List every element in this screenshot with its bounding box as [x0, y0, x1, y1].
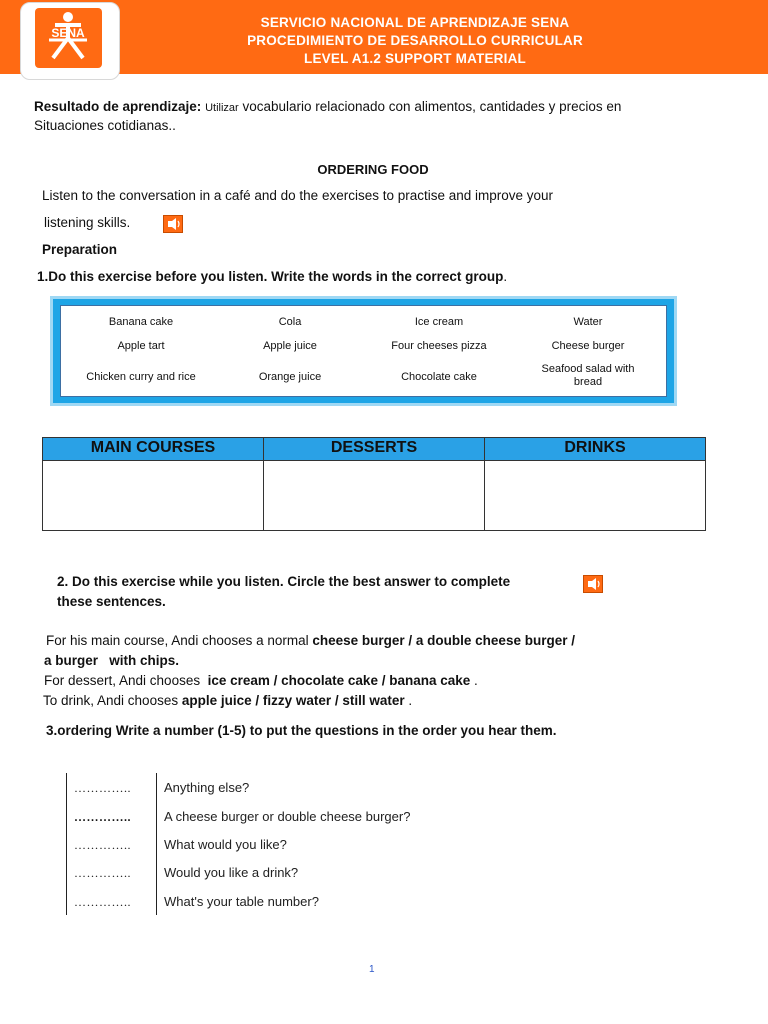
question-item: What would you like? — [164, 837, 287, 852]
sentence-3-options[interactable]: apple juice / fizzy water / still water — [181, 693, 405, 708]
main-courses-answer-cell[interactable] — [44, 461, 262, 529]
logo-text: SENA — [51, 26, 85, 40]
word-item: Four cheeses pizza — [391, 340, 487, 352]
exercise-2-line-1: 2. Do this exercise while you listen. Circle the best answer to complete — [57, 574, 511, 589]
answer-blank[interactable]: ………….. — [74, 838, 131, 852]
sentence-2-end: . — [470, 673, 478, 688]
column-header-desserts: DESSERTS — [330, 439, 418, 456]
sentence-3 — [43, 693, 412, 708]
sentence-3-end: . — [404, 693, 413, 708]
preparation-heading: Preparation — [42, 242, 118, 257]
learning-outcome — [34, 99, 744, 114]
word-item: Apple tart — [117, 340, 165, 352]
exercise-1-instruction — [37, 269, 507, 284]
desserts-answer-cell[interactable] — [265, 461, 483, 529]
column-header-main-courses: MAIN COURSES — [90, 439, 216, 456]
sentence-1-options[interactable]: cheese burger / a double cheese burger / — [312, 633, 575, 648]
header-title-3: LEVEL A1.2 SUPPORT MATERIAL — [304, 51, 526, 66]
audio-speaker-icon[interactable] — [163, 215, 183, 233]
answer-blank[interactable]: ………….. — [74, 781, 131, 795]
page-number: 1 — [369, 964, 375, 975]
answer-blank[interactable]: ………….. — [74, 895, 131, 909]
word-item: Water — [573, 316, 603, 328]
word-item: Banana cake — [108, 316, 174, 328]
sentence-3-text: To drink, Andi chooses — [43, 693, 182, 708]
exercise-3-instruction: 3.ordering Write a number (1-5) to put the questions in the order you hear them. — [46, 723, 557, 738]
exercise-1-text: 1.Do this exercise before you listen. Write the words in the correct group — [37, 269, 504, 284]
word-item: Apple juice — [263, 340, 317, 352]
sentence-2-options[interactable]: ice cream / chocolate cake / banana cake — [207, 673, 471, 688]
intro-line-2: listening skills. — [44, 215, 131, 230]
word-item: Seafood salad with bread — [541, 363, 635, 388]
header-title-1: SERVICIO NACIONAL DE APRENDIZAJE SENA — [260, 15, 570, 30]
word-item: Ice cream — [414, 316, 464, 328]
question-item: Would you like a drink? — [164, 865, 299, 880]
ordering-divider — [156, 773, 157, 915]
question-item: Anything else? — [164, 780, 250, 795]
learning-text: vocabulario relacionado con alimentos, cantidades y precios en — [242, 99, 622, 114]
answer-blank[interactable]: ………….. — [74, 866, 131, 880]
column-header-drinks: DRINKS — [564, 439, 626, 456]
answer-blank[interactable]: ………….. — [74, 810, 131, 824]
word-item: Chocolate cake — [401, 371, 477, 383]
exercise-1-period: . — [503, 269, 508, 284]
sentence-1-cont[interactable]: a burger with chips. — [44, 653, 180, 668]
learning-text-2: Situaciones cotidianas.. — [34, 118, 176, 133]
page-title: ORDERING FOOD — [317, 162, 429, 177]
question-item: What's your table number? — [164, 894, 319, 909]
drinks-answer-cell[interactable] — [486, 461, 704, 529]
word-item: Cheese burger — [551, 340, 625, 352]
exercise-2-line-2: these sentences. — [57, 594, 166, 609]
audio-speaker-icon[interactable] — [583, 575, 603, 593]
sentence-2-text: For dessert, Andi chooses — [44, 673, 208, 688]
word-item: Chicken curry and rice — [86, 371, 196, 383]
sentence-1 — [46, 633, 575, 648]
sentence-1-text: For his main course, Andi chooses a normal — [46, 633, 313, 648]
question-item: A cheese burger or double cheese burger? — [164, 809, 411, 824]
header-title-2: PROCEDIMIENTO DE DESARROLLO CURRICULAR — [247, 33, 583, 48]
sentence-2 — [44, 673, 478, 688]
learning-verb: Utilizar — [205, 102, 239, 114]
learning-label: Resultado de aprendizaje: — [34, 99, 202, 114]
ordering-left-border — [66, 773, 67, 915]
word-item: Cola — [278, 316, 302, 328]
intro-line-1: Listen to the conversation in a café and do the exercises to practise and improve your — [42, 188, 554, 203]
header-titles — [160, 14, 670, 68]
word-item: Orange juice — [258, 371, 322, 383]
